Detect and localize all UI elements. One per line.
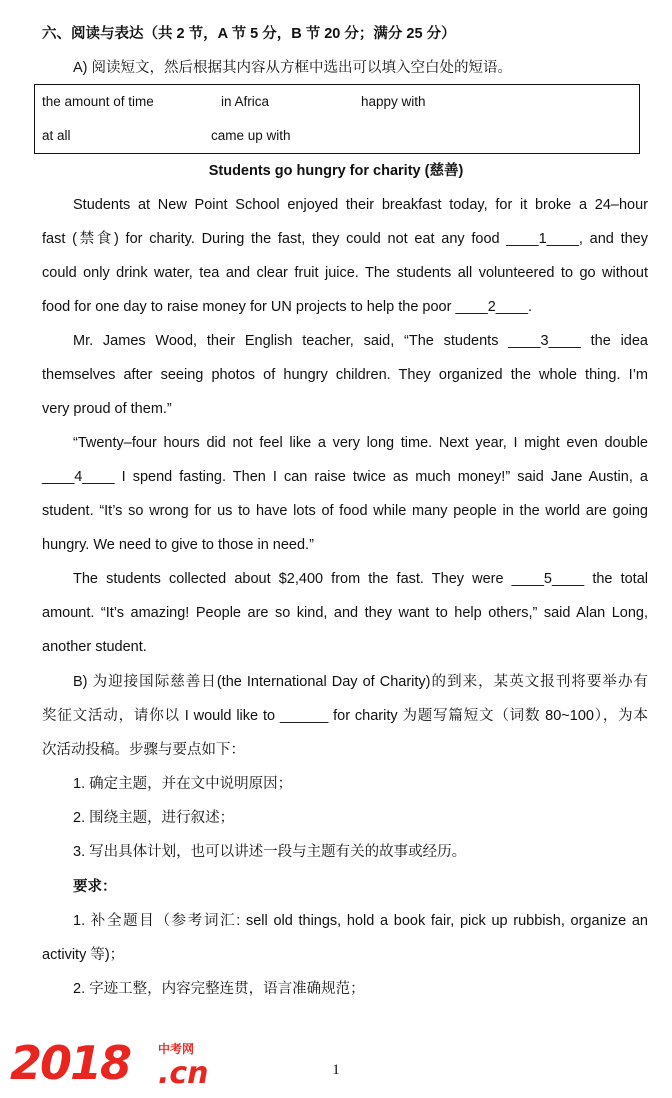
phrase-option: happy with <box>361 94 426 109</box>
passage-line: Mr. James Wood, their English teacher, said, “The students ____3____ the idea <box>73 333 648 349</box>
page-number: 1 <box>332 1062 340 1078</box>
logo-domain: .cn <box>158 1056 209 1091</box>
logo-tag: 中考网 <box>158 1042 195 1056</box>
part-b-step: 1. 确定主题，并在文中说明原因； <box>73 776 293 792</box>
passage-line: The students collected about $2,400 from the fast. They were ____5____ the total <box>73 571 648 587</box>
passage-line: amount. “It’s amazing! People are so kind, and they want to help others,” said Alan Long, <box>42 605 648 621</box>
logo-number: 2018 <box>10 1036 131 1090</box>
passage-line: very proud of them.” <box>42 401 172 417</box>
phrase-box <box>34 84 640 154</box>
part-b-step: 2. 围绕主题，进行叙述； <box>73 810 235 826</box>
part-b-step: 3. 写出具体计划，也可以讲述一段与主题有关的故事或经历。 <box>73 844 467 860</box>
part-b-line: B) 为迎接国际慈善日(the International Day of Charity)的到来，某英文报刊将要举办有 <box>73 674 648 690</box>
passage-line: hungry. We need to give to those in need.” <box>42 537 314 553</box>
requirement-item: 1. 补全题目（参考词汇: sell old things, hold a book fair, pick up rubbish, organize an <box>73 913 648 929</box>
passage-line: themselves after seeing photos of hungry children. They organized the whole thing. I’m <box>42 367 648 383</box>
part-b-line: 次活动投稿。步骤与要点如下： <box>42 742 245 758</box>
section-title: 六、阅读与表达（共 2 节，A 节 5 分，B 节 20 分；满分 25 分） <box>42 26 456 42</box>
passage-title: Students go hungry for charity (慈善) <box>208 163 464 179</box>
part-a-instruction: A) 阅读短文，然后根据其内容从方框中选出可以填入空白处的短语。 <box>73 60 513 76</box>
passage-line: Students at New Point School enjoyed their breakfast today, for it broke a 24–hour <box>73 197 648 213</box>
phrase-option: the amount of time <box>42 94 154 109</box>
requirement-item: 2. 字迹工整，内容完整连贯，语言准确规范； <box>73 981 365 997</box>
passage-line: fast (禁食) for charity. During the fast, they could not eat any food ____1____, and they <box>42 231 648 247</box>
phrase-option: in Africa <box>221 94 270 109</box>
passage-line: student. “It’s so wrong for us to have lots of food while many people in the world are going <box>42 503 648 519</box>
passage-line: “Twenty–four hours did not feel like a very long time. Next year, I might even double <box>73 435 648 451</box>
phrase-option: at all <box>42 128 71 143</box>
requirement-item: activity 等)； <box>42 947 125 963</box>
phrase-option: came up with <box>211 128 291 143</box>
part-b-line: 奖征文活动，请你以 I would like to ______ for charity 为题写篇短文（词数 80~100），为本 <box>42 708 648 724</box>
requirements-heading: 要求： <box>73 879 117 895</box>
passage-line: ____4____ I spend fasting. Then I can raise twice as much money!” said Jane Austin, a <box>42 469 648 485</box>
passage-line: could only drink water, tea and clear fruit juice. The students all volunteered to go without <box>42 265 648 281</box>
passage-line: food for one day to raise money for UN projects to help the poor ____2____. <box>42 299 533 315</box>
passage-line: another student. <box>42 639 147 655</box>
